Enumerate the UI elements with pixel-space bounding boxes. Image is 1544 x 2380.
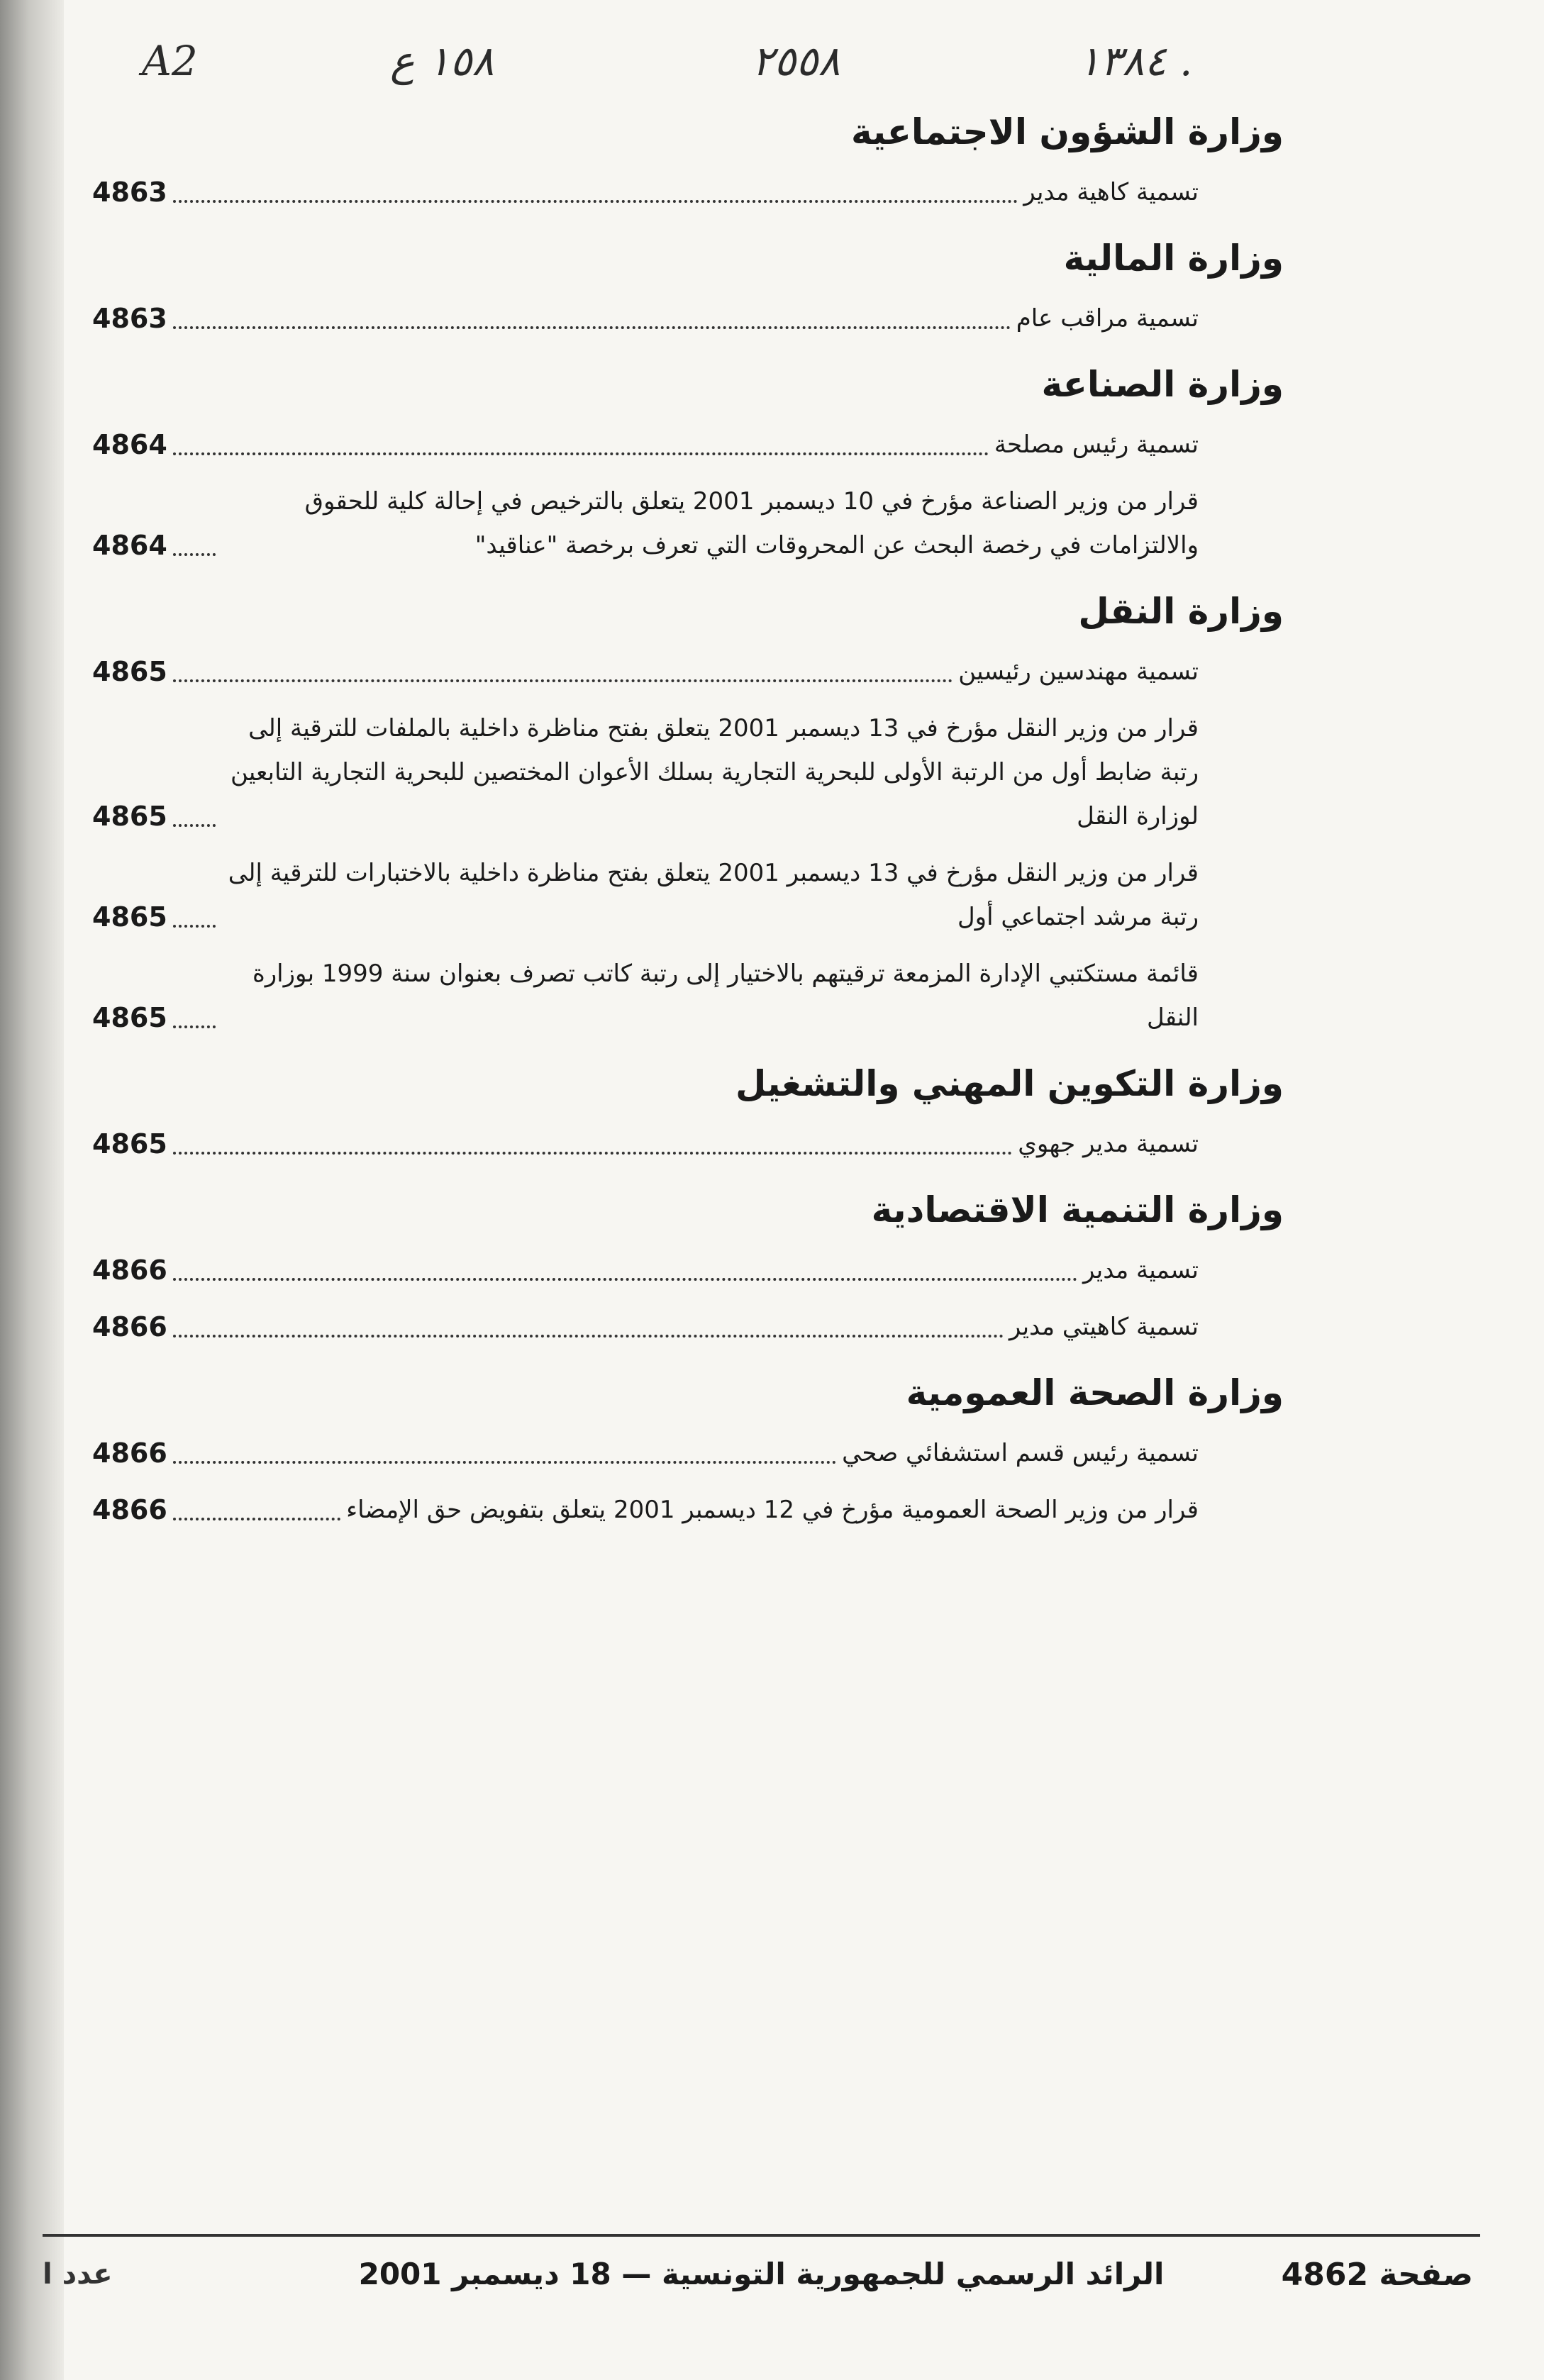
dot-leader <box>173 326 1011 329</box>
entry-title: قرار من وزير النقل مؤرخ في 13 ديسمبر 2001 يتعلق بفتح مناظرة داخلية بالملفات للترقية إلى رتبة ضابط أول من الرتبة الأولى للبحرية التجارية بسلك الأعوان المختصين للبحرية التجارية التابعين لوزارة النقل <box>230 714 1199 830</box>
ministry-section <box>92 586 1284 1040</box>
ministry-heading: وزارة المالية <box>1063 238 1284 279</box>
dot-leader <box>173 925 216 928</box>
entry-page-number: 4865 <box>92 1128 167 1160</box>
dot-leader <box>173 1278 1077 1281</box>
toc-entry <box>92 1431 1284 1475</box>
ministry-section <box>92 1184 1284 1349</box>
toc-entry <box>92 1122 1284 1166</box>
dot-leader <box>173 1335 1004 1338</box>
entry-title: تسمية مدير <box>1082 1256 1199 1284</box>
scan-shadow-edge <box>0 0 64 2380</box>
ministry-heading: وزارة النقل <box>1078 591 1284 632</box>
toc-entry <box>92 296 1284 340</box>
ministry-section <box>92 106 1284 214</box>
entry-title: تسمية مراقب عام <box>1016 304 1199 333</box>
footer-edge-text: عدد ا <box>43 2258 113 2291</box>
handwritten-note: ٢٥٥٨ <box>752 37 840 85</box>
ministry-heading: وزارة الصحة العمومية <box>906 1372 1284 1413</box>
page-label: صفحة 4862 <box>1281 2257 1473 2293</box>
entry-title: قرار من وزير النقل مؤرخ في 13 ديسمبر 2001 يتعلق بفتح مناظرة داخلية بالاختبارات للترقية إلى رتبة مرشد اجتماعي أول <box>228 859 1199 931</box>
entry-page-number: 4865 <box>92 801 167 832</box>
ministry-heading: وزارة الشؤون الاجتماعية <box>850 111 1284 152</box>
table-of-contents <box>92 106 1284 1545</box>
dot-leader <box>173 553 216 556</box>
toc-entry <box>92 423 1284 467</box>
entry-title: تسمية كاهية مدير <box>1023 178 1199 206</box>
entry-page-number: 4864 <box>92 429 167 460</box>
dot-leader <box>173 452 989 455</box>
handwritten-notes <box>128 37 1289 115</box>
toc-entry <box>92 650 1284 694</box>
entry-page-number: 4864 <box>92 530 167 561</box>
dot-leader <box>173 200 1018 203</box>
ministry-heading: وزارة التنمية الاقتصادية <box>871 1189 1284 1230</box>
entry-title: تسمية مدير جهوي <box>1018 1130 1199 1158</box>
dot-leader <box>173 1518 340 1520</box>
handwritten-note: ١٣٨٤ . <box>1078 37 1193 85</box>
entry-title: قرار من وزير الصحة العمومية مؤرخ في 12 ديسمبر 2001 يتعلق بتفويض حق الإمضاء <box>346 1496 1199 1524</box>
ministry-heading: وزارة التكوين المهني والتشغيل <box>735 1063 1284 1104</box>
entry-title: تسمية رئيس مصلحة <box>994 430 1199 459</box>
entry-title: تسمية كاهيتي مدير <box>1009 1313 1199 1341</box>
entry-page-number: 4866 <box>92 1311 167 1342</box>
dot-leader <box>173 1461 836 1464</box>
toc-entry <box>92 1248 1284 1292</box>
toc-entry <box>92 851 1284 939</box>
entry-page-number: 4866 <box>92 1494 167 1525</box>
entry-page-number: 4865 <box>92 1002 167 1033</box>
entry-title: قرار من وزير الصناعة مؤرخ في 10 ديسمبر 2001 يتعلق بالترخيص في إحالة كلية للحقوق والالتزامات في رخصة البحث عن المحروقات التي تعرف برخصة "عناقيد" <box>304 487 1199 560</box>
toc-entry <box>92 170 1284 214</box>
handwritten-note: ١٥٨ ع <box>390 37 494 85</box>
journal-title: الرائد الرسمي للجمهورية التونسية — 18 ديسمبر 2001 <box>358 2257 1165 2291</box>
ministry-section <box>92 233 1284 340</box>
toc-entry <box>92 706 1284 838</box>
ministry-section <box>92 1367 1284 1532</box>
ministry-section <box>92 1058 1284 1166</box>
ministry-heading: وزارة الصناعة <box>1041 364 1284 405</box>
entry-page-number: 4866 <box>92 1255 167 1286</box>
entry-page-number: 4863 <box>92 177 167 208</box>
handwritten-note: A2 <box>142 37 198 85</box>
entry-page-number: 4866 <box>92 1438 167 1469</box>
toc-entry <box>92 1488 1284 1532</box>
ministry-section <box>92 359 1284 567</box>
entry-page-number: 4865 <box>92 901 167 933</box>
toc-entry <box>92 479 1284 567</box>
page-footer <box>43 2234 1480 2322</box>
entry-title: تسمية رئيس قسم استشفائي صحي <box>842 1439 1199 1467</box>
dot-leader <box>173 824 216 827</box>
dot-leader <box>173 1025 216 1028</box>
dot-leader <box>173 679 952 682</box>
dot-leader <box>173 1152 1013 1155</box>
entry-page-number: 4863 <box>92 303 167 334</box>
entry-page-number: 4865 <box>92 656 167 687</box>
entry-title: قائمة مستكتبي الإدارة المزمعة ترقيتهم بالاختيار إلى رتبة كاتب تصرف بعنوان سنة 1999 بوزارة النقل <box>252 960 1199 1032</box>
toc-entry <box>92 952 1284 1040</box>
entry-title: تسمية مهندسين رئيسين <box>958 657 1199 686</box>
toc-entry <box>92 1305 1284 1349</box>
